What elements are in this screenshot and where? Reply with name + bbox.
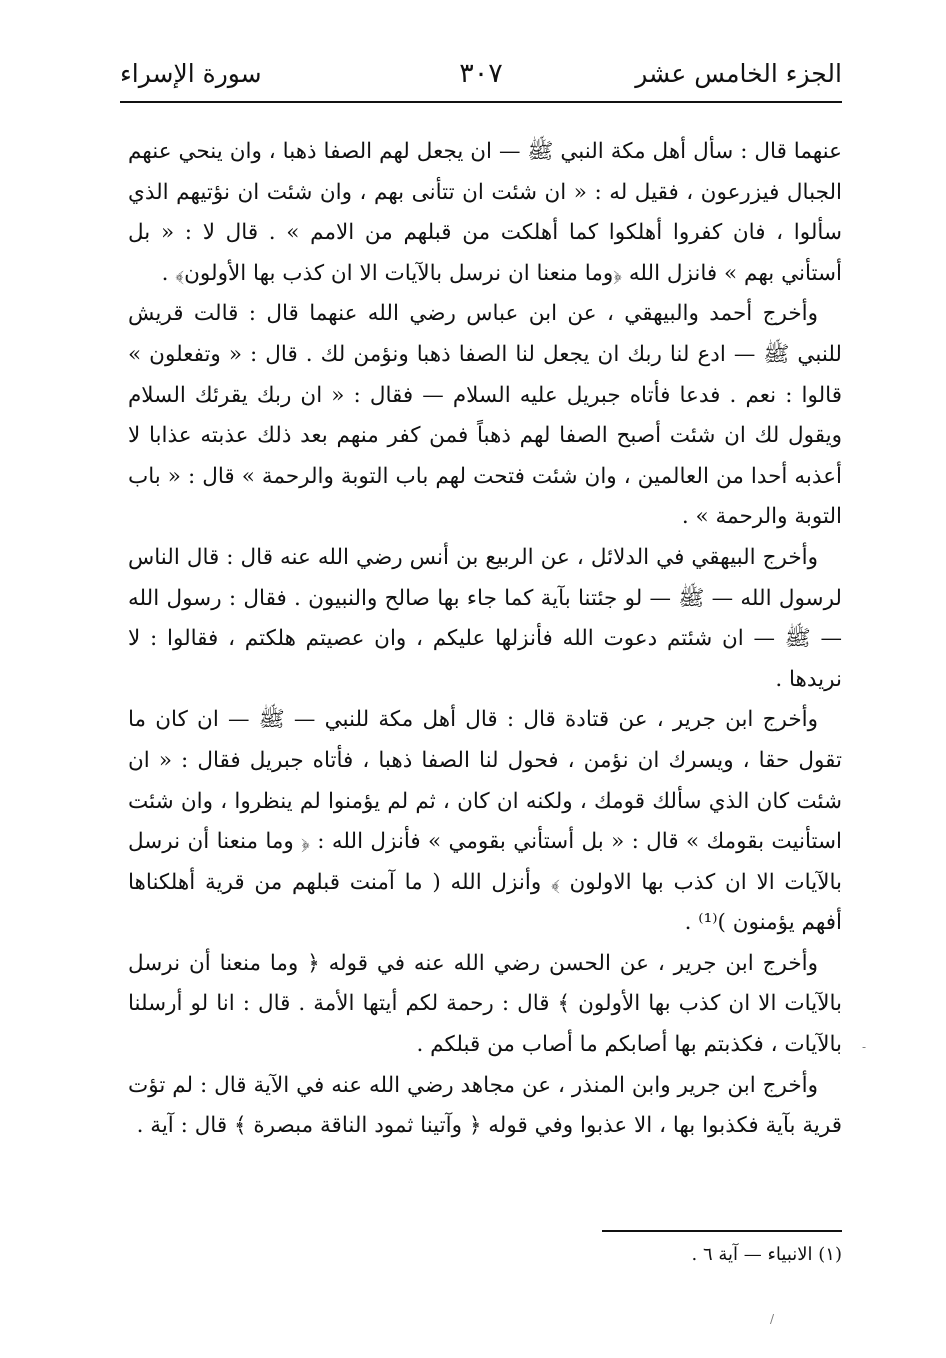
- page-body: [128, 132, 842, 1147]
- paragraph: وأخرج ابن جرير ، عن الحسن رضي الله عنه في قوله ﴿ وما منعنا أن نرسل بالآيات الا ان كذب بها الأولون ﴾ قال : رحمة لكم أيتها الأمة . قال : انا لو أرسلنا بالآيات ، فكذبتم بها أصابكم ما أصاب من قبلكم .: [128, 950, 842, 1058]
- paragraph: وأخرج البيهقي في الدلائل ، عن الربيع بن أنس رضي الله عنه قال : قال الناس لرسول الله — ﷺ — لو جئتنا بآية كما جاء بها صالح والنبيون . فقال : رسول الله — ﷺ — ان شئتم دعوت الله فأنزلها عليكم ، وان عصيتم هلكتم ، فقالوا : لا نريدها .: [128, 544, 842, 692]
- paragraph: وأخرج ابن جرير وابن المنذر ، عن مجاهد رضي الله عنه في الآية قال : لم تؤت قرية بآية فكذبوا بها ، الا عذبوا وفي قوله ﴿ وآتينا ثمود الناقة مبصرة ﴾ قال : آية .: [128, 1072, 842, 1139]
- surah-title: سورة الإسراء: [120, 59, 262, 88]
- paragraph: وأخرج أحمد والبيهقي ، عن ابن عباس رضي الله عنهما قال : قالت قريش للنبي ﷺ — ادع لنا ربك ان يجعل لنا الصفا ذهبا ونؤمن لك . قال : « وتفعلون » قالوا : نعم . فدعا فأتاه جبريل عليه السلام — فقال : « ان ربك يقرئك السلام ويقول لك ان شئت أصبح الصفا لهم ذهباً فمن كفر منهم بعد ذلك عذبته عذابا لا أعذبه أحدا من العالمين ، وان شئت فتحت لهم باب التوبة والرحمة » قال : « باب التوبة والرحمة » .: [128, 301, 842, 530]
- part-title: الجزء الخامس عشر: [635, 59, 842, 88]
- scan-mark: -: [862, 1040, 867, 1054]
- page-number: ٣٠٧: [459, 58, 503, 89]
- page-header: [120, 52, 842, 96]
- footnote-divider: [602, 1230, 842, 1232]
- paragraph: عنهما قال : سأل أهل مكة النبي ﷺ — ان يجعل لهم الصفا ذهبا ، وان ينحي عنهم الجبال فيزرعون ، فقيل له : « ان شئت ان تتأنى بهم ، وان شئت ان نؤتيهم الذي سألوا ، فان كفروا أهلكوا كما أهلكت من قبلهم من الامم » . قال لا : « بل أستأني بهم » فانزل الله ﴿وما منعنا ان نرسل بالآيات الا ان كذب بها الأولون﴾ .: [128, 139, 842, 286]
- scan-mark: /: [770, 1312, 775, 1326]
- header-divider: [120, 101, 842, 103]
- footnote: (١) الانبياء — آية ٦ .: [691, 1244, 842, 1265]
- paragraph: وأخرج ابن جرير ، عن قتادة قال : قال أهل مكة للنبي — ﷺ — ان كان ما تقول حقا ، ويسرك ان نؤمن ، فحول لنا الصفا ذهبا ، فأتاه جبريل فقال : « ان شئت كان الذي سألك قومك ، ولكنه ان كان ، ثم لم يؤمنوا لم ينظروا ، وان شئت استأنيت بقومك » قال : « بل أستأني بقومي » فأنزل الله : ﴿ وما منعنا أن نرسل بالآيات الا ان كذب بها الاولون ﴾ وأنزل الله ( ما آمنت قبلهم من قرية أهلكناها أفهم يؤمنون )⁽¹⁾ .: [128, 707, 842, 936]
